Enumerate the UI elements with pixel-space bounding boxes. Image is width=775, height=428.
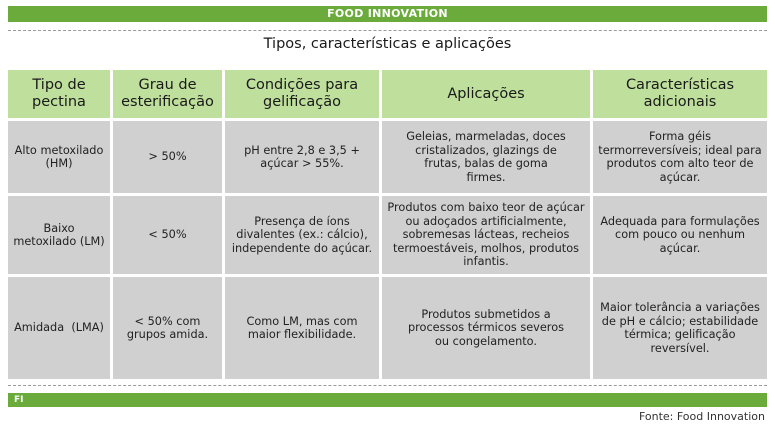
row1-condicoes-text: pH entre 2,8 e 3,5 + açúcar > 55%. — [244, 143, 360, 170]
row3-aplicacoes — [382, 277, 593, 379]
row1-grau-text: > 50% — [148, 150, 187, 164]
row1-condicoes — [225, 121, 382, 196]
pectin-table — [8, 70, 767, 379]
row3-grau — [113, 277, 225, 379]
row3-tipo — [8, 277, 113, 379]
row1-caracteristicas-text: Forma géis termorreversíveis; ideal para produtos com alto teor de açúcar. — [598, 130, 762, 184]
header-condicoes — [225, 70, 382, 121]
row2-condicoes — [225, 196, 382, 277]
header-aplicacoes-label: Aplicações — [447, 85, 525, 102]
row2-caracteristicas — [593, 196, 767, 277]
row3-grau-text: < 50% com grupos amida. — [126, 314, 209, 341]
row3-condicoes-text: Como LM, mas com maior flexibilidade. — [246, 314, 358, 341]
row1-caracteristicas — [593, 121, 767, 196]
row3-caracteristicas — [593, 277, 767, 379]
header-caracteristicas — [593, 70, 767, 121]
row1-grau — [113, 121, 225, 196]
row2-grau — [113, 196, 225, 277]
row1-aplicacoes-text: Geleias, marmeladas, doces cristalizados, glazings de frutas, balas de goma firmes. — [406, 130, 566, 184]
row2-grau-text: < 50% — [148, 228, 187, 242]
row3-condicoes — [225, 277, 382, 379]
header-condicoes-label: Condições para gelificação — [245, 77, 359, 110]
row1-tipo — [8, 121, 113, 196]
header-grau — [113, 70, 225, 121]
bottom-banner: FI — [8, 393, 767, 407]
row3-tipo-text: Amidada (LMA) — [14, 321, 104, 335]
row3-caracteristicas-text: Maior tolerância a variações de pH e cálcio; estabilidade térmica; gelificação reversível. — [600, 301, 760, 355]
source-credit: Fonte: Food Innovation — [638, 410, 765, 423]
row3-aplicacoes-text: Produtos submetidos a processos térmicos severos ou congelamento. — [407, 307, 565, 348]
row2-aplicacoes-text: Produtos com baixo teor de açúcar ou adoçados artificialmente, sobremesas lácteas, recheios termoestáveis, molhos, produtos infantis. — [387, 201, 585, 269]
row2-aplicacoes — [382, 196, 593, 277]
table-title: Tipos, características e aplicações — [263, 36, 512, 52]
bottom-dashed-divider — [8, 385, 767, 386]
top-dashed-divider — [8, 30, 767, 31]
row1-tipo-text: Alto metoxilado (HM) — [14, 143, 104, 170]
header-caracteristicas-label: Características adicionais — [625, 77, 735, 110]
header-tipo-label: Tipo de pectina — [32, 77, 86, 110]
row2-tipo-text: Baixo metoxilado (LM) — [13, 221, 105, 248]
header-tipo — [8, 70, 113, 121]
row1-aplicacoes — [382, 121, 593, 196]
header-grau-label: Grau de esterificação — [121, 77, 214, 110]
top-banner: FOOD INNOVATION — [8, 6, 767, 22]
row2-caracteristicas-text: Adequada para formulações com pouco ou nenhum açúcar. — [600, 214, 760, 255]
row2-tipo — [8, 196, 113, 277]
header-aplicacoes — [382, 70, 593, 121]
row2-condicoes-text: Presença de íons divalentes (ex.: cálcio), independente do açúcar. — [231, 214, 373, 255]
